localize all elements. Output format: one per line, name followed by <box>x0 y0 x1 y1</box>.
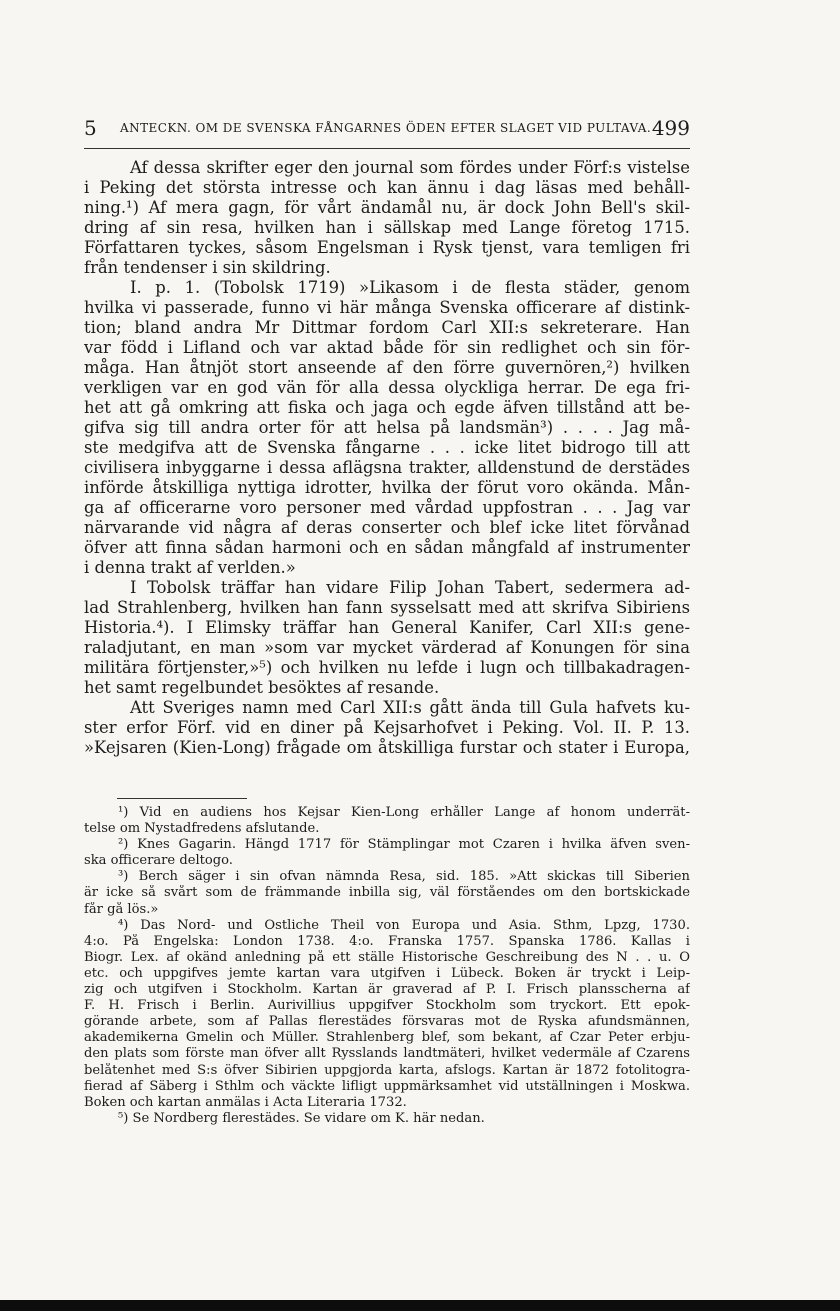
text-line: införde åtskilliga nyttiga idrotter, hvilka der förut voro okända. Mån- <box>84 478 690 497</box>
text-line: Att Sveriges namn med Carl XII:s gått ända till Gula hafvets ku- <box>130 698 690 717</box>
footnote-line: belåtenhet med S:s öfver Sibirien uppgjorda karta, afslogs. Kartan är 1872 fotolitogra- <box>84 1062 690 1078</box>
text-line: ning.¹) Af mera gagn, för vårt ändamål nu, är dock John Bell's skil- <box>84 198 690 217</box>
text-line: dring af sin resa, hvilken han i sällskap med Lange företog 1715. <box>84 218 690 237</box>
text-line: gifva sig till andra orter för att helsa på landsmän³) . . . . Jag må- <box>84 418 690 437</box>
footnote-line: får gå lös.» <box>84 901 159 917</box>
text-line: civilisera inbyggarne i dessa aflägsna trakter, alldenstund de derstädes <box>84 458 690 477</box>
text-line: het samt regelbundet besöktes af resande. <box>84 678 440 697</box>
footnote-rule <box>117 798 247 799</box>
text-line: Historia.⁴). I Elimsky träffar han General Kanifer, Carl XII:s gene- <box>84 618 690 637</box>
text-line: från tendenser i sin skildring. <box>84 258 331 277</box>
scan-edge <box>0 1300 840 1311</box>
text-line: måga. Han åtnjöt stort anseende af den förre guvernören,²) hvilken <box>84 358 690 377</box>
footnote-line: Boken och kartan anmälas i Acta Literaria 1732. <box>84 1094 407 1110</box>
footnote-line: fierad af Säberg i Sthlm och väckte lifligt uppmärksamhet vid utställningen i Moskwa. <box>84 1078 690 1094</box>
text-line: i denna trakt af verlden.» <box>84 558 296 577</box>
text-line: »Kejsaren (Kien-Long) frågade om åtskilliga furstar och stater i Europa, <box>84 738 690 757</box>
text-line: tion; bland andra Mr Dittmar fordom Carl XII:s sekreterare. Han <box>84 318 690 337</box>
body-text <box>84 158 690 758</box>
footnote-line: ska officerare deltogo. <box>84 853 233 869</box>
text-line: hvilka vi passerade, funno vi här många Svenska officerare af distink- <box>84 298 690 317</box>
footnote-line: zig och utgifven i Stockholm. Kartan är graverad af P. I. Frisch plansscherna af <box>84 982 690 998</box>
footnote-line: 4:o. På Engelska: London 1738. 4:o. Franska 1757. Spanska 1786. Kallas i <box>84 933 690 949</box>
text-line: het att gå omkring att fiska och jaga och egde äfven tillstånd att be- <box>84 398 690 417</box>
signature-mark: 5 <box>84 116 97 140</box>
footnote-line: ⁴) Das Nord- und Ostliche Theil von Europa und Asia. Sthm, Lpzg, 1730. <box>118 917 690 933</box>
footnotes <box>84 805 690 1127</box>
footnote-line: den plats som förste man öfver allt Rysslands landtmäteri, hvilket vedermäle af Czarens <box>84 1046 690 1062</box>
footnote-line: akademikerna Gmelin och Müller. Strahlenberg blef, som bekant, af Czar Peter erbju- <box>84 1030 690 1046</box>
text-line: var född i Lifland och var aktad både för sin redlighet och sin för- <box>84 338 690 357</box>
text-line: ste medgifva att de Svenska fångarne . . . icke litet bidrogo till att <box>84 438 690 457</box>
running-title: ANTECKN. OM DE SVENSKA FÅNGARNES ÖDEN EFTER SLAGET VID PULTAVA. <box>120 121 652 135</box>
text-line: Af dessa skrifter eger den journal som fördes under Förf:s vistelse <box>130 158 690 177</box>
text-line: lad Strahlenberg, hvilken han fann sysselsatt med att skrifva Sibiriens <box>84 598 690 617</box>
text-line: öfver att finna sådan harmoni och en sådan mångfald af instrumenter <box>84 538 690 557</box>
footnote-line: F. H. Frisch i Berlin. Aurivillius uppgifver Stockholm som tryckort. Ett epok- <box>84 998 690 1014</box>
text-line: Författaren tyckes, såsom Engelsman i Rysk tjenst, vara temligen fri <box>84 238 690 257</box>
text-line: verkligen var en god vän för alla dessa olyckliga herrar. De ega fri- <box>84 378 690 397</box>
footnote-line: ³) Berch säger i sin ofvan nämnda Resa, sid. 185. »Att skickas till Siberien <box>118 869 690 885</box>
text-line: militära förtjenster,»⁵) och hvilken nu lefde i lugn och tillbakadragen- <box>84 658 690 677</box>
header-rule <box>84 148 690 149</box>
footnote-line: ⁵) Se Nordberg flerestädes. Se vidare om K. här nedan. <box>118 1110 485 1126</box>
text-line: närvarande vid några af deras conserter och blef icke litet förvånad <box>84 518 690 537</box>
running-header <box>84 116 690 142</box>
text-line: raladjutant, en man »som var mycket värderad af Konungen för sina <box>84 638 690 657</box>
footnote-line: är icke så svårt som de främmande inbilla sig, väl förståendes om den bortskickade <box>84 885 690 901</box>
footnote-line: ²) Knes Gagarin. Hängd 1717 för Stämplingar mot Czaren i hvilka äfven sven- <box>118 837 690 853</box>
text-line: I. p. 1. (Tobolsk 1719) »Likasom i de flesta städer, genom <box>130 278 690 297</box>
footnote-line: ¹) Vid en audiens hos Kejsar Kien-Long erhåller Lange af honom underrät- <box>118 805 690 820</box>
footnote-line: telse om Nystadfredens afslutande. <box>84 821 320 837</box>
footnote-line: etc. och uppgifves jemte kartan vara utgifven i Lübeck. Boken är tryckt i Leip- <box>84 965 690 981</box>
text-line: i Peking det största intresse och kan ännu i dag läsas med behåll- <box>84 178 690 197</box>
footnote-line: görande arbete, som af Pallas flerestädes försvaras mot de Ryska afundsmännen, <box>84 1014 690 1030</box>
page-number: 499 <box>651 116 690 140</box>
footnote-line: Biogr. Lex. af okänd anledning på ett ställe Historische Geschreibung des N . . u. O <box>84 949 690 965</box>
text-line: ga af officerarne voro personer med vårdad uppfostran . . . Jag var <box>84 498 690 517</box>
text-line: I Tobolsk träffar han vidare Filip Johan Tabert, sedermera ad- <box>130 578 690 597</box>
text-line: ster erfor Förf. vid en diner på Kejsarhofvet i Peking. Vol. II. P. 13. <box>84 718 690 737</box>
